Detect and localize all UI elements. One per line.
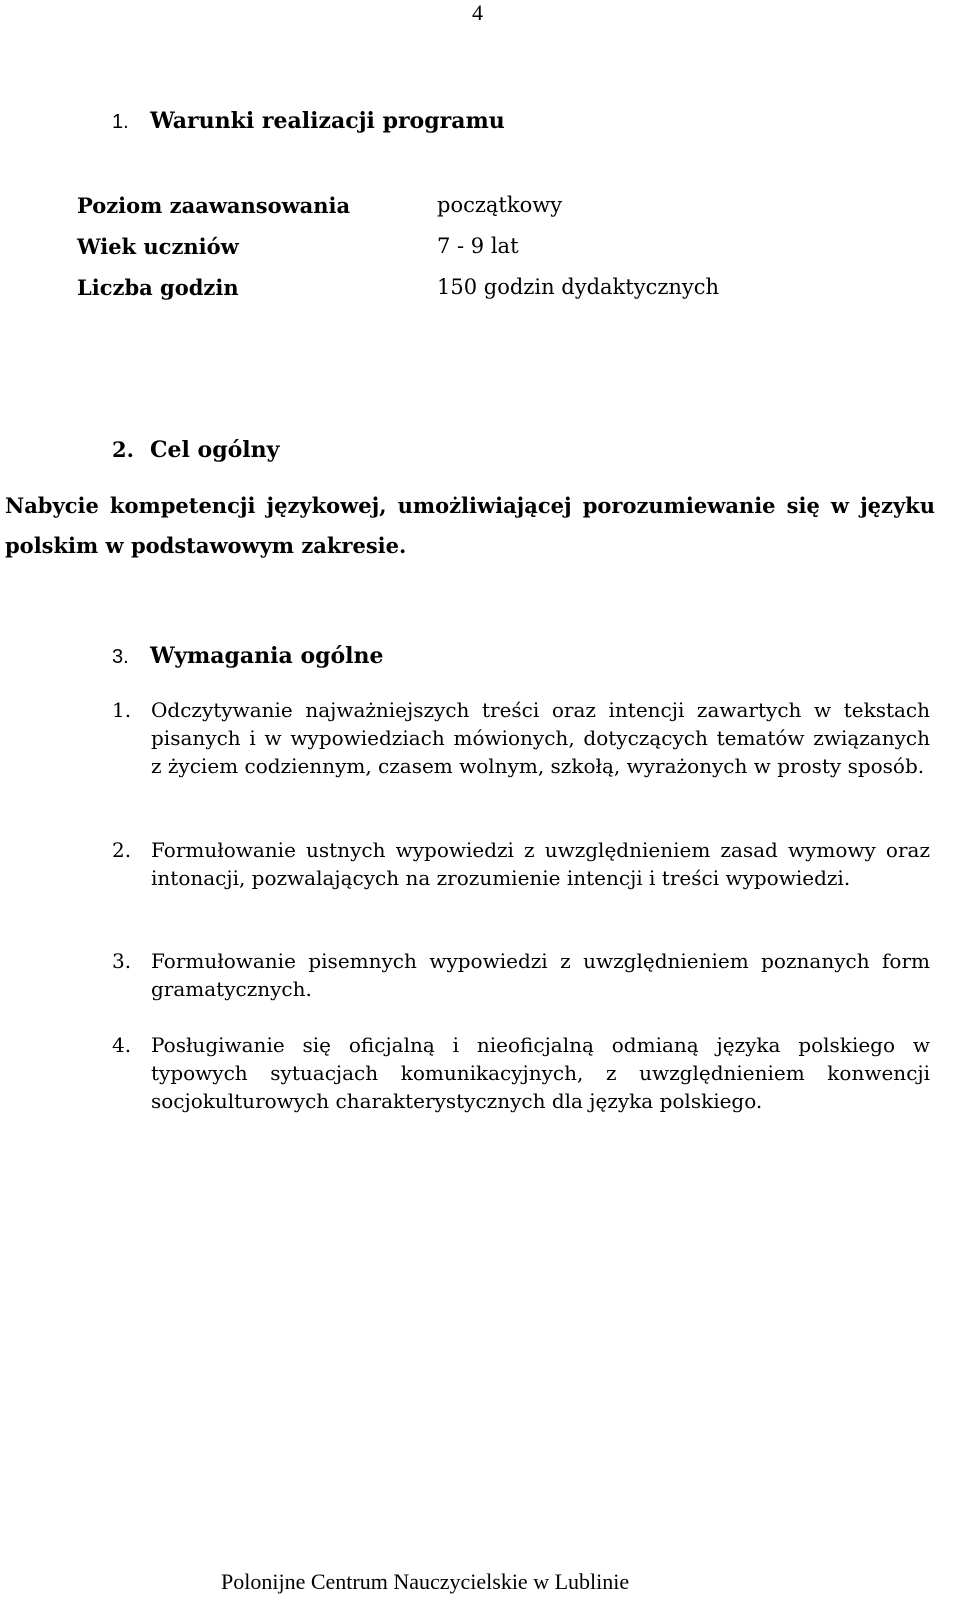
requirement-number: 2. — [112, 838, 132, 862]
section-3-title: Wymagania ogólne — [150, 643, 384, 669]
requirement-item — [112, 696, 930, 780]
requirement-item — [112, 947, 930, 1003]
section-2-heading — [112, 437, 279, 463]
requirement-number: 1. — [112, 698, 132, 722]
hours-label: Liczba godzin — [77, 275, 239, 300]
section-1-number: 1. — [112, 111, 129, 133]
requirement-number: 4. — [112, 1033, 132, 1057]
section-3-number: 3. — [112, 646, 129, 668]
section-1-title: Warunki realizacji programu — [150, 108, 505, 134]
footer-institution: Polonijne Centrum Nauczycielskie w Lublinie — [221, 1569, 630, 1594]
section-2-number: 2. — [112, 437, 134, 462]
requirement-text: Odczytywanie najważniejszych treści oraz intencji zawartych w tekstach pisanych i w wypowiedziach mówionych, dotyczących tematów związanych z życiem codziennym, czasem wolnym, szkołą, wyrażonych w prosty sposób. — [151, 698, 930, 778]
age-label: Wiek uczniów — [77, 234, 239, 259]
section-2-title: Cel ogólny — [150, 437, 280, 463]
section-1-heading — [112, 108, 505, 134]
level-value: początkowy — [437, 193, 563, 217]
level-label: Poziom zaawansowania — [77, 193, 351, 218]
general-goal-text: Nabycie kompetencji językowej, umożliwiającej porozumiewanie się w języku polskim w podstawowym zakresie. — [5, 493, 935, 558]
requirement-number: 3. — [112, 949, 132, 973]
section-3-heading — [112, 643, 384, 669]
requirement-text: Formułowanie ustnych wypowiedzi z uwzględnieniem zasad wymowy oraz intonacji, pozwalających na zrozumienie intencji i treści wypowiedzi. — [151, 838, 930, 890]
age-value: 7 - 9 lat — [437, 234, 519, 258]
page-number: 4 — [472, 0, 483, 25]
requirement-item — [112, 836, 930, 892]
hours-value: 150 godzin dydaktycznych — [437, 275, 720, 299]
requirement-text: Posługiwanie się oficjalną i nieoficjalną odmianą języka polskiego w typowych sytuacjach komunikacyjnych, z uwzględnieniem konwencji socjokulturowych charakterystycznych dla języka polskiego. — [151, 1033, 930, 1113]
requirement-text: Formułowanie pisemnych wypowiedzi z uwzględnieniem poznanych form gramatycznych. — [151, 949, 930, 1001]
requirement-item — [112, 1031, 930, 1115]
